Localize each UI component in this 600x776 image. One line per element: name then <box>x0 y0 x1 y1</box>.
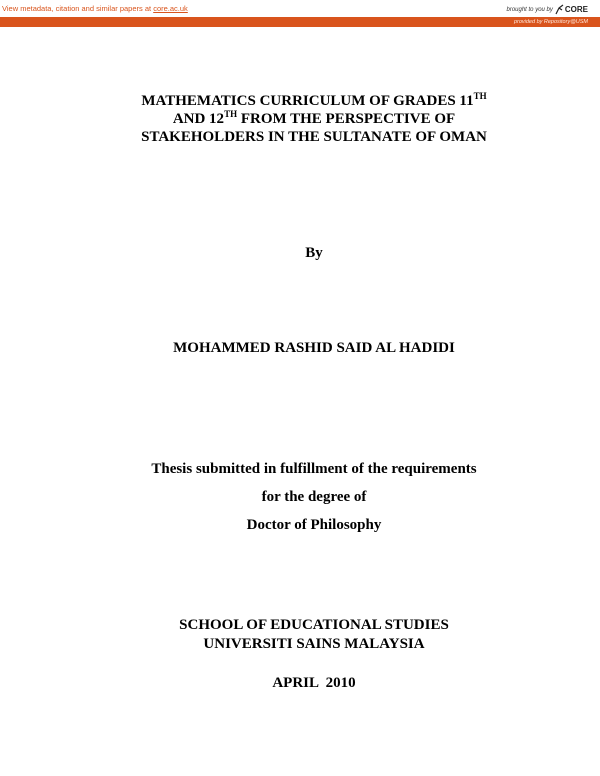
author-name: MOHAMMED RASHID SAID AL HADIDI <box>173 340 455 356</box>
core-logo-icon <box>555 4 564 15</box>
provided-by-link[interactable]: provided by Repository@USM <box>513 19 588 25</box>
title-line-3: STAKEHOLDERS IN THE SULTANATE OF OMAN <box>141 129 487 145</box>
submission-date: APRIL 2010 <box>272 675 356 691</box>
degree-line-3: Doctor of Philosophy <box>246 517 382 533</box>
thesis-title <box>0 92 600 146</box>
core-ac-uk-link[interactable]: core.ac.uk <box>153 4 188 13</box>
core-logo <box>555 4 588 15</box>
title-line-1: MATHEMATICS CURRICULUM OF GRADES 11TH <box>141 91 487 109</box>
brought-by-label: brought to you by <box>506 6 553 13</box>
degree-line-1: Thesis submitted in fulfillment of the requirements <box>151 461 477 477</box>
brought-to-you-by[interactable] <box>507 4 589 15</box>
school-name: SCHOOL OF EDUCATIONAL STUDIES <box>179 617 449 633</box>
by-label: By <box>305 245 323 261</box>
provider-bar <box>0 17 600 27</box>
degree-line-2: for the degree of <box>261 489 367 505</box>
core-header <box>0 0 600 17</box>
core-label: CORE <box>564 5 588 14</box>
metadata-notice <box>2 4 188 13</box>
metadata-prefix: View metadata, citation and similar papers at <box>2 4 154 13</box>
institution <box>0 616 600 654</box>
university-name: UNIVERSITI SAINS MALAYSIA <box>203 636 425 652</box>
title-line-2: AND 12TH FROM THE PERSPECTIVE OF <box>172 109 456 127</box>
degree-statement <box>0 455 600 539</box>
